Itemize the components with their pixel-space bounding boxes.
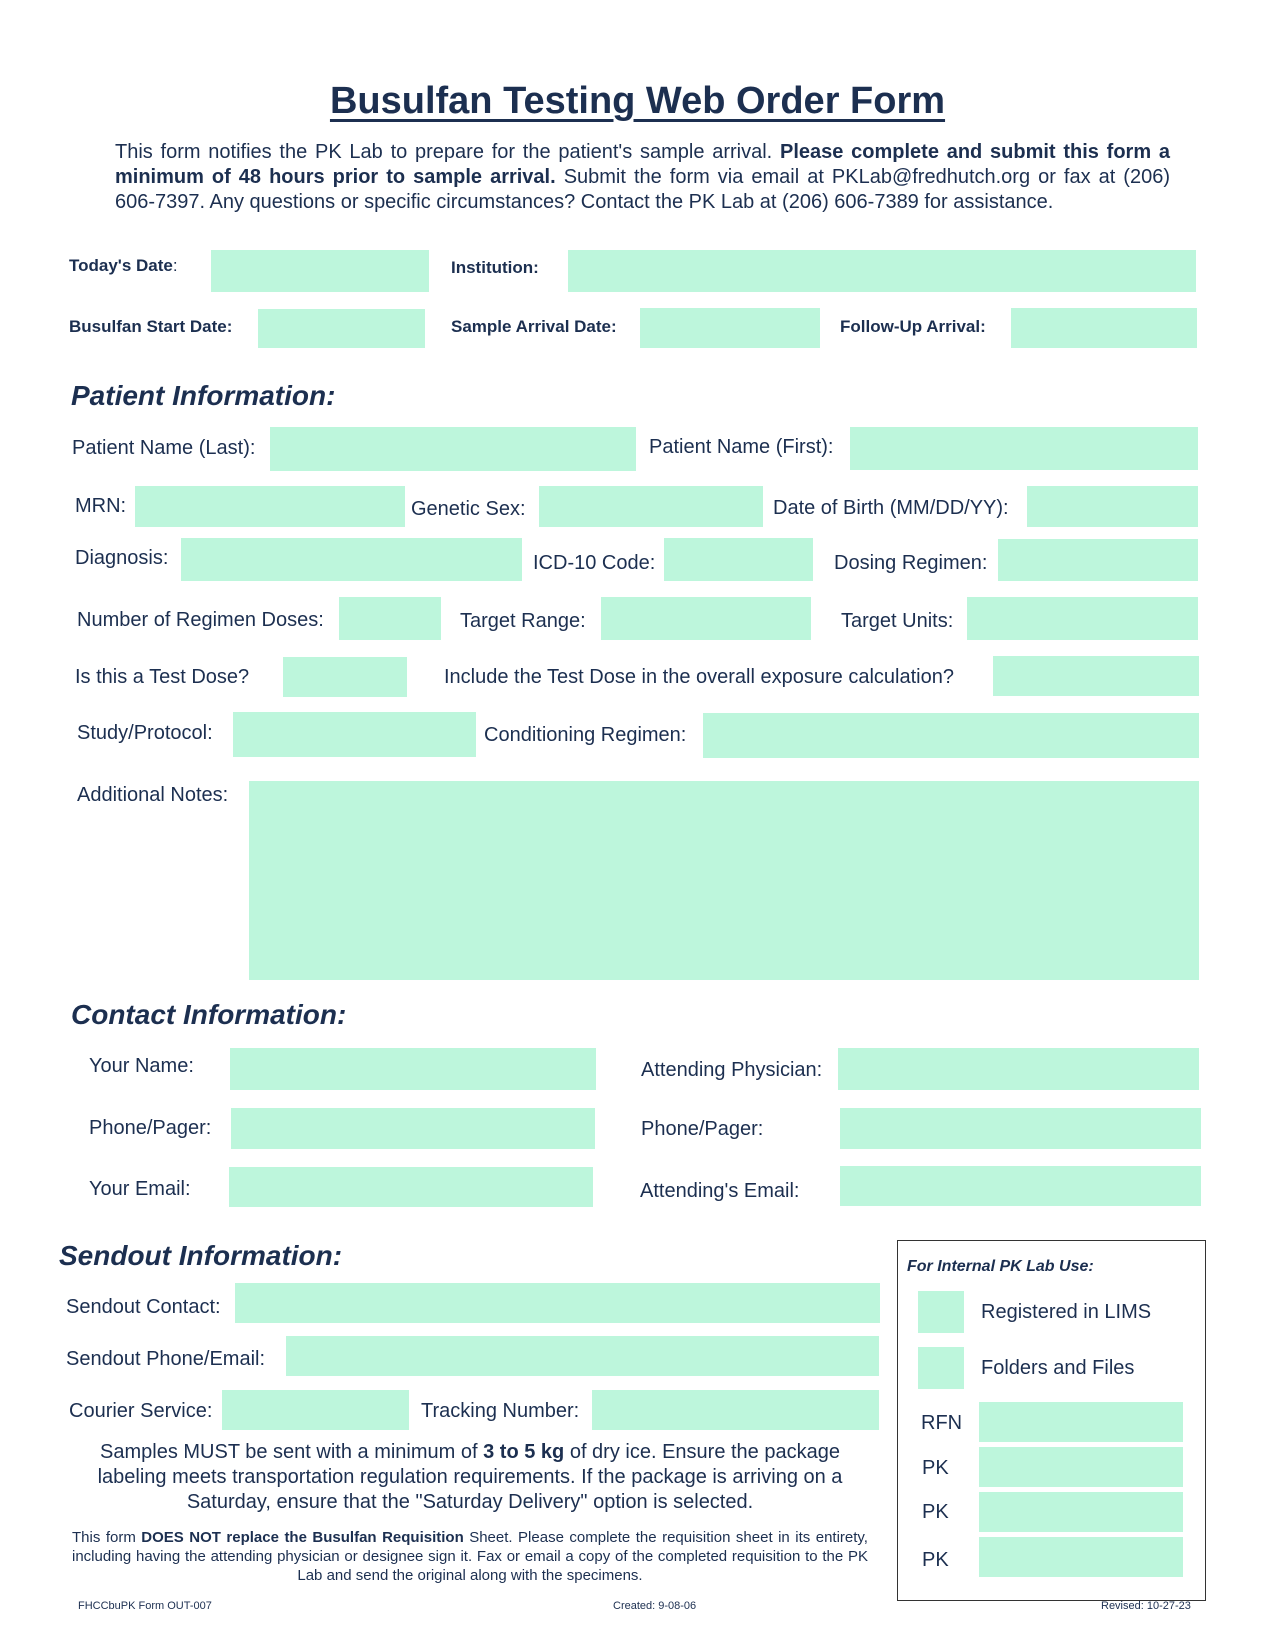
include-test-dose-label: Include the Test Dose in the overall exposure calculation? — [444, 666, 954, 688]
study-protocol-label: Study/Protocol: — [77, 722, 213, 744]
courier-service-field[interactable] — [222, 1390, 409, 1430]
page-title: Busulfan Testing Web Order Form — [329, 80, 946, 122]
patient-last-name-field[interactable] — [270, 427, 636, 471]
patient-last-name-label: Patient Name (Last): — [72, 437, 256, 459]
shipping-note: Samples MUST be sent with a minimum of 3 to 5 kg of dry ice. Ensure the package labeling meets transportation regulation requirements. If the package is arriving on a Saturday, ensure that the "Saturday Delivery" option is selected. — [97, 1441, 843, 1513]
your-name-field[interactable] — [230, 1048, 596, 1090]
tracking-number-field[interactable] — [592, 1390, 879, 1430]
folders-and-files-label: Folders and Files — [981, 1357, 1135, 1379]
icd10-code-label: ICD-10 Code: — [533, 552, 656, 574]
sendout-phone-email-label: Sendout Phone/Email: — [66, 1348, 266, 1370]
number-of-doses-label: Number of Regimen Doses: — [77, 609, 324, 631]
genetic-sex-field[interactable] — [539, 486, 763, 527]
created-date: Created: 9-08-06 — [613, 1600, 697, 1612]
your-name-label: Your Name: — [89, 1055, 194, 1077]
patient-first-name-field[interactable] — [850, 427, 1198, 470]
attending-phone-pager-label: Phone/Pager: — [641, 1118, 764, 1140]
include-test-dose-field[interactable] — [993, 656, 1199, 696]
attending-email-label: Attending's Email: — [640, 1180, 800, 1202]
genetic-sex-label: Genetic Sex: — [411, 498, 526, 520]
todays-date-field[interactable] — [211, 250, 429, 292]
folders-and-files-checkbox[interactable] — [918, 1347, 964, 1389]
intro-paragraph: This form notifies the PK Lab to prepare for the patient's sample arrival. Please complete and submit this form a minimum of 48 hours prior to sample arrival. Submit the form via email at PKLab@fredhutch.org or fax at (206) 606-7397. Any questions or specific circumstances? Contact the PK Lab at (206) 606-7389 for assistance. — [115, 141, 1170, 213]
date-of-birth-field[interactable] — [1027, 486, 1198, 527]
registered-in-lims-label: Registered in LIMS — [981, 1301, 1152, 1323]
rfn-field[interactable] — [979, 1402, 1183, 1442]
sendout-contact-label: Sendout Contact: — [66, 1296, 221, 1318]
phone-pager-field[interactable] — [231, 1108, 595, 1149]
mrn-field[interactable] — [135, 486, 405, 527]
conditioning-regimen-field[interactable] — [703, 713, 1199, 758]
attending-phone-pager-field[interactable] — [840, 1108, 1201, 1149]
institution-label: Institution: — [451, 258, 539, 277]
attending-physician-label: Attending Physician: — [641, 1059, 823, 1081]
todays-date-label: Today's Date: — [69, 256, 178, 275]
attending-email-field[interactable] — [840, 1166, 1201, 1206]
busulfan-start-date-field[interactable] — [258, 309, 425, 348]
pk-field-2[interactable] — [979, 1492, 1183, 1532]
diagnosis-label: Diagnosis: — [75, 547, 169, 569]
sendout-info-heading: Sendout Information: — [59, 1240, 343, 1271]
courier-service-label: Courier Service: — [69, 1400, 213, 1422]
number-of-doses-field[interactable] — [339, 597, 441, 640]
study-protocol-field[interactable] — [233, 712, 476, 757]
pk-label-1: PK — [922, 1457, 949, 1479]
follow-up-arrival-label: Follow-Up Arrival: — [840, 317, 986, 336]
test-dose-field[interactable] — [283, 657, 407, 697]
pk-field-1[interactable] — [979, 1447, 1183, 1487]
registered-in-lims-checkbox[interactable] — [918, 1291, 964, 1333]
pk-label-3: PK — [922, 1549, 949, 1571]
target-units-field[interactable] — [967, 597, 1198, 640]
sample-arrival-date-label: Sample Arrival Date: — [451, 317, 617, 336]
icd10-code-field[interactable] — [664, 538, 813, 581]
attending-physician-field[interactable] — [838, 1048, 1199, 1090]
sendout-contact-field[interactable] — [235, 1283, 880, 1323]
sendout-phone-email-field[interactable] — [286, 1336, 879, 1376]
conditioning-regimen-label: Conditioning Regimen: — [484, 724, 687, 746]
busulfan-start-date-label: Busulfan Start Date: — [69, 317, 233, 336]
your-email-field[interactable] — [229, 1167, 593, 1207]
revised-date: Revised: 10-27-23 — [1101, 1600, 1191, 1612]
contact-info-heading: Contact Information: — [71, 999, 347, 1030]
test-dose-label: Is this a Test Dose? — [75, 666, 250, 688]
patient-info-heading: Patient Information: — [71, 380, 336, 411]
additional-notes-field[interactable] — [249, 781, 1199, 980]
target-range-label: Target Range: — [460, 610, 586, 632]
follow-up-arrival-field[interactable] — [1011, 308, 1197, 348]
mrn-label: MRN: — [75, 495, 127, 517]
requisition-note: This form DOES NOT replace the Busulfan Requisition Sheet. Please complete the requisition sheet in its entirety, including having the attending physician or designee sign it. Fax or email a copy of the completed requisition to the PK Lab and send the original along with the specimens. — [72, 1529, 868, 1584]
phone-pager-label: Phone/Pager: — [89, 1117, 212, 1139]
date-of-birth-label: Date of Birth (MM/DD/YY): — [773, 497, 1009, 519]
rfn-label: RFN — [921, 1412, 963, 1434]
pk-field-3[interactable] — [979, 1537, 1183, 1577]
your-email-label: Your Email: — [89, 1178, 191, 1200]
sample-arrival-date-field[interactable] — [640, 308, 820, 348]
form-id: FHCCbuPK Form OUT-007 — [78, 1600, 212, 1612]
additional-notes-label: Additional Notes: — [77, 784, 229, 806]
tracking-number-label: Tracking Number: — [421, 1400, 580, 1422]
target-units-label: Target Units: — [841, 610, 954, 632]
internal-use-title: For Internal PK Lab Use: — [907, 1258, 1094, 1275]
dosing-regimen-label: Dosing Regimen: — [834, 552, 988, 574]
pk-label-2: PK — [922, 1501, 949, 1523]
dosing-regimen-field[interactable] — [998, 539, 1198, 581]
patient-first-name-label: Patient Name (First): — [649, 436, 834, 458]
target-range-field[interactable] — [601, 597, 811, 640]
institution-field[interactable] — [568, 250, 1196, 292]
diagnosis-field[interactable] — [181, 538, 522, 581]
